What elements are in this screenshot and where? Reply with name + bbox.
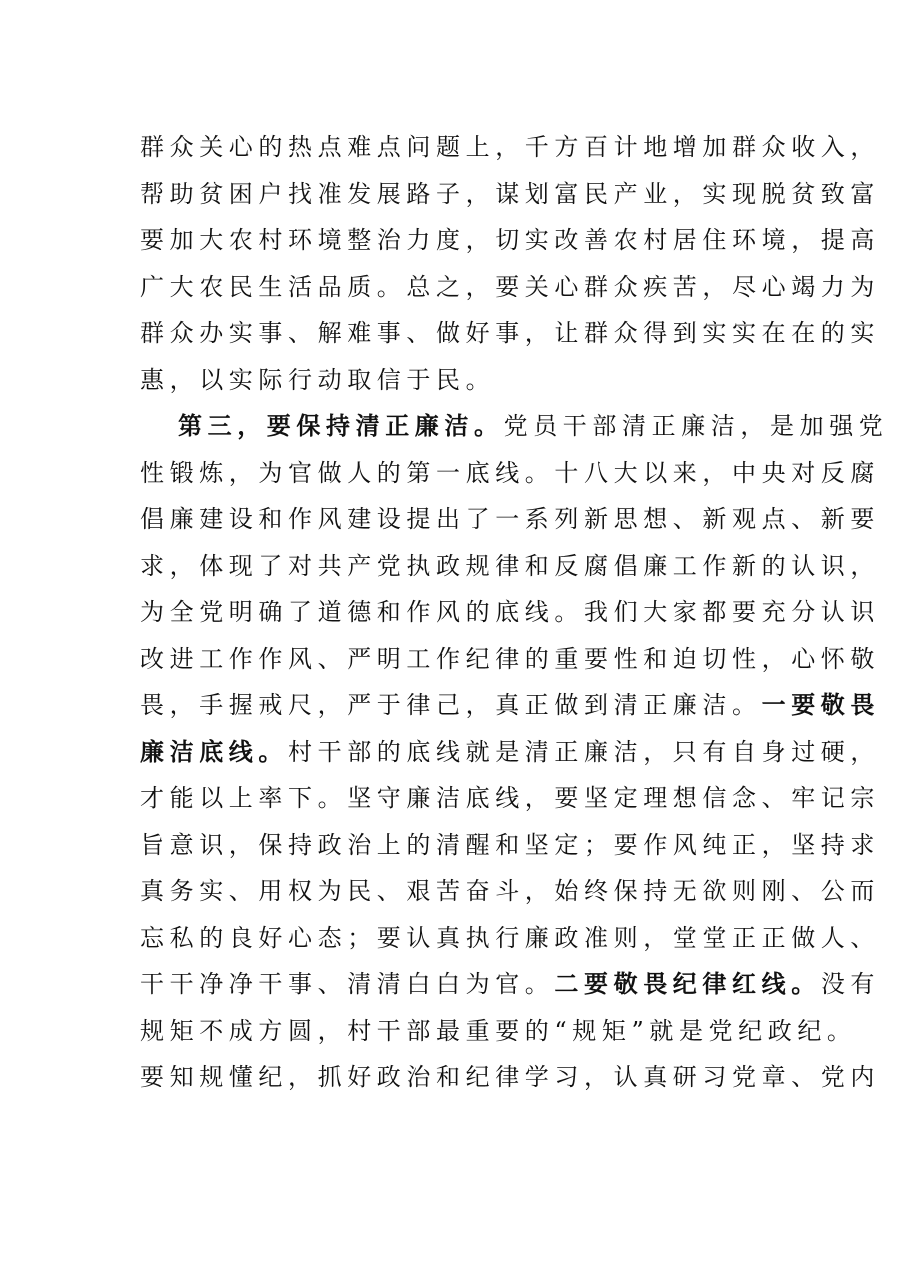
text-line bbox=[140, 1008, 857, 1055]
document-body bbox=[140, 124, 889, 1101]
body-text: 规矩不成方圆，村干部最重要的“规矩”就是党纪政纪。 bbox=[140, 1016, 857, 1045]
body-text: 党员干部清正廉洁，是加强党 bbox=[503, 412, 889, 440]
body-text: 没有 bbox=[820, 970, 881, 998]
body-text: 旨意识，保持政治上的清醒和坚定；要作风纯正，坚持求 bbox=[140, 830, 880, 859]
text-line bbox=[140, 450, 880, 497]
body-text: 惠，以实际行动取信于民。 bbox=[140, 365, 496, 394]
body-text: 要知规懂纪，抓好政治和纪律学习，认真研习党章、党内 bbox=[140, 1063, 880, 1091]
body-text: 倡廉建设和作风建设提出了一系列新思想、新观点、新要 bbox=[140, 505, 880, 533]
body-text: 真务实、用权为民、艰苦奋斗，始终保持无欲则刚、公而 bbox=[140, 877, 880, 905]
text-line bbox=[140, 682, 881, 729]
text-line bbox=[140, 171, 880, 218]
body-text: 帮助贫困户找准发展路子，谋划富民产业，实现脱贫致富 bbox=[140, 179, 880, 208]
text-line bbox=[140, 264, 880, 311]
text-line bbox=[140, 1054, 880, 1101]
bold-heading-text: 一要敬畏 bbox=[761, 690, 881, 719]
text-line bbox=[140, 729, 880, 776]
body-text: 性锻炼，为官做人的第一底线。十八大以来，中央对反腐 bbox=[140, 458, 880, 487]
text-line bbox=[140, 310, 880, 357]
body-text: 求，体现了对共产党执政规律和反腐倡廉工作新的认识， bbox=[140, 551, 880, 580]
body-text: 村干部的底线就是清正廉洁，只有自身过硬， bbox=[288, 737, 880, 766]
body-text: 群众办实事、解难事、做好事，让群众得到实实在在的实 bbox=[140, 319, 880, 347]
text-line bbox=[140, 124, 880, 171]
text-line bbox=[140, 868, 880, 915]
text-line bbox=[140, 961, 881, 1008]
text-line bbox=[140, 217, 880, 264]
text-line bbox=[140, 357, 780, 404]
text-line bbox=[140, 496, 880, 543]
body-text: 为全党明确了道德和作风的底线。我们大家都要充分认识 bbox=[140, 598, 880, 626]
bold-heading-text: 第三，要保持清正廉洁。 bbox=[178, 411, 504, 440]
text-line bbox=[140, 543, 880, 590]
body-text: 改进工作作风、严明工作纪律的重要性和迫切性，心怀敬 bbox=[140, 644, 880, 673]
text-line bbox=[140, 636, 880, 683]
body-text: 才能以上率下。坚守廉洁底线，要坚定理想信念、牢记宗 bbox=[140, 784, 880, 812]
text-line bbox=[140, 589, 880, 636]
text-line bbox=[140, 915, 880, 962]
text-line bbox=[140, 822, 880, 869]
body-text: 畏，手握戒尺，严于律己，真正做到清正廉洁。 bbox=[140, 691, 762, 719]
body-text: 忘私的良好心态；要认真执行廉政准则，堂堂正正做人、 bbox=[140, 923, 880, 952]
body-text: 群众关心的热点难点问题上，千方百计地增加群众收入， bbox=[140, 133, 880, 161]
body-text: 要加大农村环境整治力度，切实改善农村居住环境，提高 bbox=[140, 226, 880, 254]
text-line bbox=[140, 403, 889, 450]
body-text: 广大农民生活品质。总之，要关心群众疾苦，尽心竭力为 bbox=[140, 272, 880, 301]
bold-heading-text: 二要敬畏纪律红线。 bbox=[554, 969, 821, 998]
text-line bbox=[140, 775, 880, 822]
body-text: 干干净净干事、清清白白为官。 bbox=[140, 970, 555, 998]
bold-heading-text: 廉洁底线。 bbox=[140, 736, 288, 766]
